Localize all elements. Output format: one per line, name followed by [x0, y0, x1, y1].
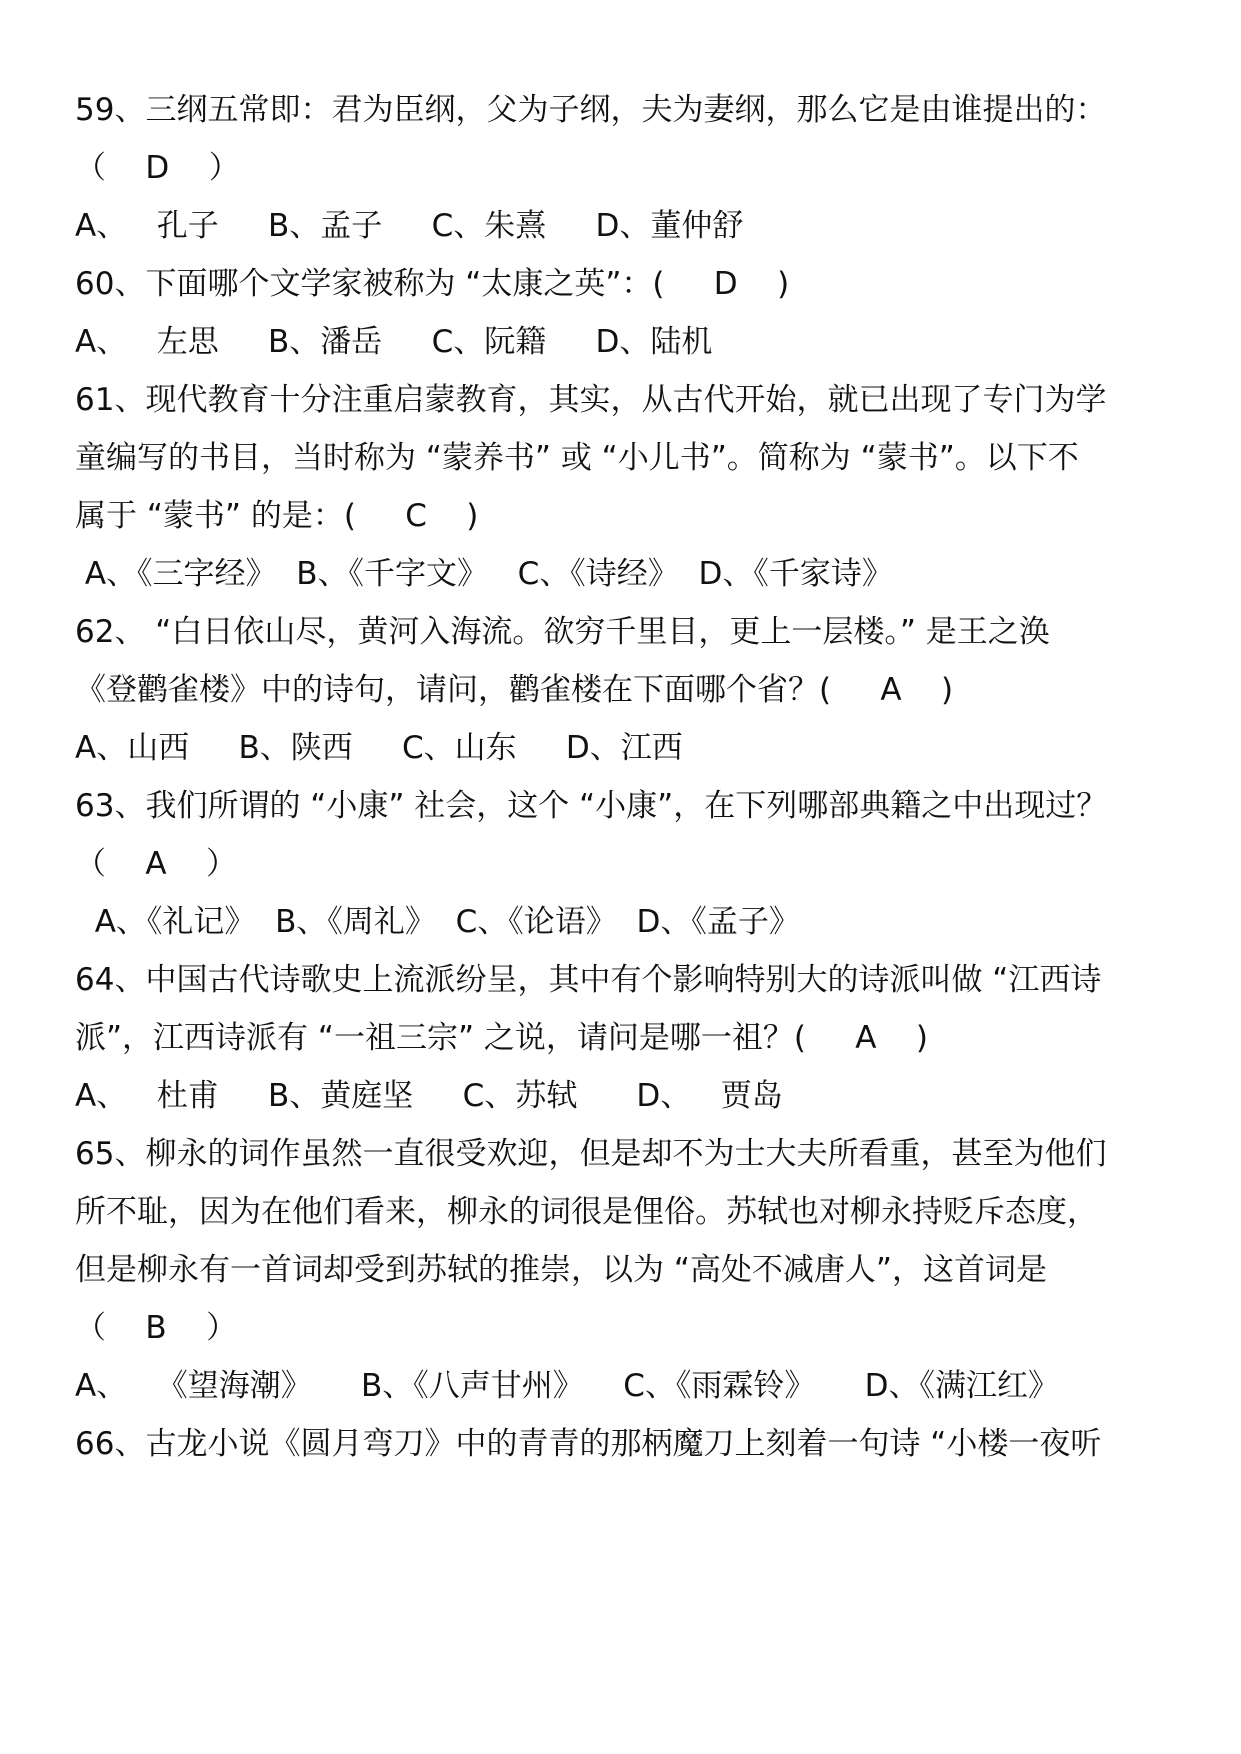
q62-options: A、山西 B、陕西 C、山东 D、江西: [75, 730, 683, 766]
q65-answer: （ B ）: [75, 1310, 238, 1346]
q60-text: 60、下面哪个文学家被称为 “太康之英”：( D ): [75, 266, 790, 302]
q65-options: A、 《望海潮》 B、《八声甘州》 C、《雨霖铃》 D、《满江红》: [75, 1368, 1060, 1404]
q64-text-line-1: 64、中国古代诗歌史上流派纷呈，其中有个影响特别大的诗派叫做 “江西诗: [75, 962, 1102, 998]
q66-text-line-1: 66、古龙小说《圆月弯刀》中的青青的那柄魔刀上刻着一句诗 “小楼一夜听: [75, 1426, 1102, 1462]
q63-text-line-1: 63、我们所谓的 “小康” 社会，这个 “小康”，在下列哪部典籍之中出现过？: [75, 788, 1108, 824]
q64-options: A、 杜甫 B、黄庭坚 C、苏轼 D、 贾岛: [75, 1078, 783, 1114]
q59-text-line-1: 59、三纲五常即：君为臣纲，父为子纲，夫为妻纲，那么它是由谁提出的：: [75, 92, 1107, 128]
q60-options: A、 左思 B、潘岳 C、阮籍 D、陆机: [75, 324, 713, 360]
q61-text-line-2: 童编写的书目，当时称为 “蒙养书” 或 “小儿书”。简称为 “蒙书”。以下不: [75, 440, 1079, 476]
q63-answer: （ A ）: [75, 846, 238, 882]
q61-text-line-3: 属于 “蒙书” 的是：( C ): [75, 498, 479, 534]
q65-text-line-3: 但是柳永有一首词却受到苏轼的推崇，以为 “高处不减唐人”，这首词是: [75, 1252, 1047, 1288]
q62-text-line-2: 《登鹳雀楼》中的诗句，请问，鹳雀楼在下面哪个省？( A ): [75, 672, 954, 708]
q61-options: A、《三字经》 B、《千字文》 C、《诗经》 D、《千家诗》: [75, 556, 893, 592]
q62-text-line-1: 62、 “白日依山尽，黄河入海流。欲穷千里目，更上一层楼。” 是王之涣: [75, 614, 1050, 650]
q59-options: A、 孔子 B、孟子 C、朱熹 D、董仲舒: [75, 208, 744, 244]
q61-text-line-1: 61、现代教育十分注重启蒙教育，其实，从古代开始，就已出现了专门为学: [75, 382, 1107, 418]
q64-text-line-2: 派”，江西诗派有 “一祖三宗” 之说，请问是哪一祖？( A ): [75, 1020, 928, 1056]
q65-text-line-2: 所不耻，因为在他们看来，柳永的词很是俚俗。苏轼也对柳永持贬斥态度，: [75, 1194, 1098, 1230]
q59-answer: （ D ）: [75, 150, 240, 186]
q65-text-line-1: 65、柳永的词作虽然一直很受欢迎，但是却不为士大夫所看重，甚至为他们: [75, 1136, 1107, 1172]
q63-options: A、《礼记》 B、《周礼》 C、《论语》 D、《孟子》: [75, 904, 800, 940]
